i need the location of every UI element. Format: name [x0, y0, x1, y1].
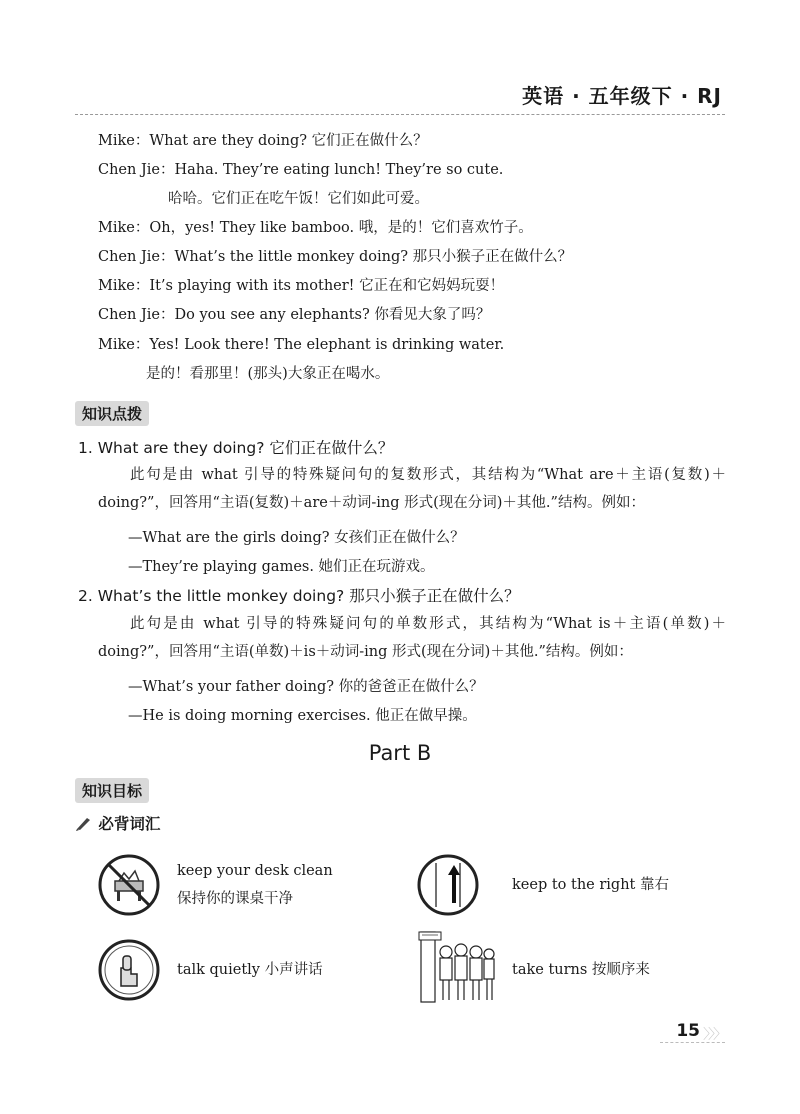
knowledge-target-badge: 知识目标 — [75, 778, 149, 803]
knowledge-badge: 知识点拨 — [75, 401, 149, 426]
no-messy-desk-icon — [97, 853, 161, 921]
knowledge-heading: 2. What’s the little monkey doing? 那只小猴子正在做什么？ — [78, 587, 520, 605]
example-question: —What are the girls doing? 女孩们正在做什么？ — [128, 530, 465, 546]
dialogue-line: Mike：Oh，yes! They like bamboo. 哦，是的！它们喜欢竹子。 — [98, 220, 533, 236]
knowledge-heading: 1. What are they doing? 它们正在做什么？ — [78, 439, 394, 457]
vocab-chinese: 保持你的课桌干净 — [177, 891, 293, 907]
dialogue-line: Mike：It’s playing with its mother! 它正在和它妈妈玩耍！ — [98, 278, 505, 294]
page-header-title: 英语 · 五年级下 · RJ — [522, 84, 722, 108]
dialogue-line: Chen Jie：Do you see any elephants? 你看见大象了吗？ — [98, 307, 491, 323]
quiet-sign-icon — [97, 938, 161, 1006]
page-number: 15 — [676, 1021, 700, 1041]
keep-right-sign-icon — [416, 853, 480, 921]
vocab-english: keep your desk clean — [177, 863, 333, 879]
vocab-heading-label: 必背词汇 — [98, 815, 161, 833]
pen-icon — [75, 815, 93, 835]
example-answer: —They’re playing games. 她们正在玩游戏。 — [128, 559, 435, 575]
dialogue-line: Chen Jie：Haha. They’re eating lunch! They’re so cute. — [98, 162, 504, 178]
knowledge-explanation: 此句是由 what 引导的特殊疑问句的单数形式，其结构为“What is＋主语(单数)＋doing?”，回答用“主语(单数)＋is＋动词-ing 形式(现在分词)＋其他.”结构。例如： — [98, 616, 726, 660]
part-title: Part B — [368, 741, 432, 765]
footer-divider — [660, 1042, 725, 1043]
page-arrows: 〉〉〉 — [703, 1027, 725, 1043]
vocab-text: take turns 按顺序来 — [512, 962, 650, 978]
children-queue-icon — [418, 930, 498, 1014]
dialogue-line: Mike：Yes! Look there! The elephant is drinking water. — [98, 337, 505, 353]
knowledge-explanation: 此句是由 what 引导的特殊疑问句的复数形式，其结构为“What are＋主语(复数)＋doing?”，回答用“主语(复数)＋are＋动词-ing 形式(现在分词)＋其他.”结构。例如： — [98, 467, 726, 511]
dialogue-line: 是的！看那里！(那头)大象正在喝水。 — [146, 366, 390, 382]
vocab-text: keep to the right 靠右 — [512, 877, 669, 893]
dialogue-line: Mike：What are they doing? 它们正在做什么？ — [98, 133, 428, 149]
header-divider — [75, 114, 725, 115]
dialogue-line: 哈哈。它们正在吃午饭！它们如此可爱。 — [168, 191, 429, 207]
example-question: —What’s your father doing? 你的爸爸正在做什么？ — [128, 679, 484, 695]
vocab-text: talk quietly 小声讲话 — [177, 962, 323, 978]
vocab-heading — [75, 812, 160, 835]
example-answer: —He is doing morning exercises. 他正在做早操。 — [128, 708, 477, 724]
vocab-text — [177, 857, 333, 913]
dialogue-line: Chen Jie：What’s the little monkey doing? 那只小猴子正在做什么？ — [98, 249, 573, 265]
